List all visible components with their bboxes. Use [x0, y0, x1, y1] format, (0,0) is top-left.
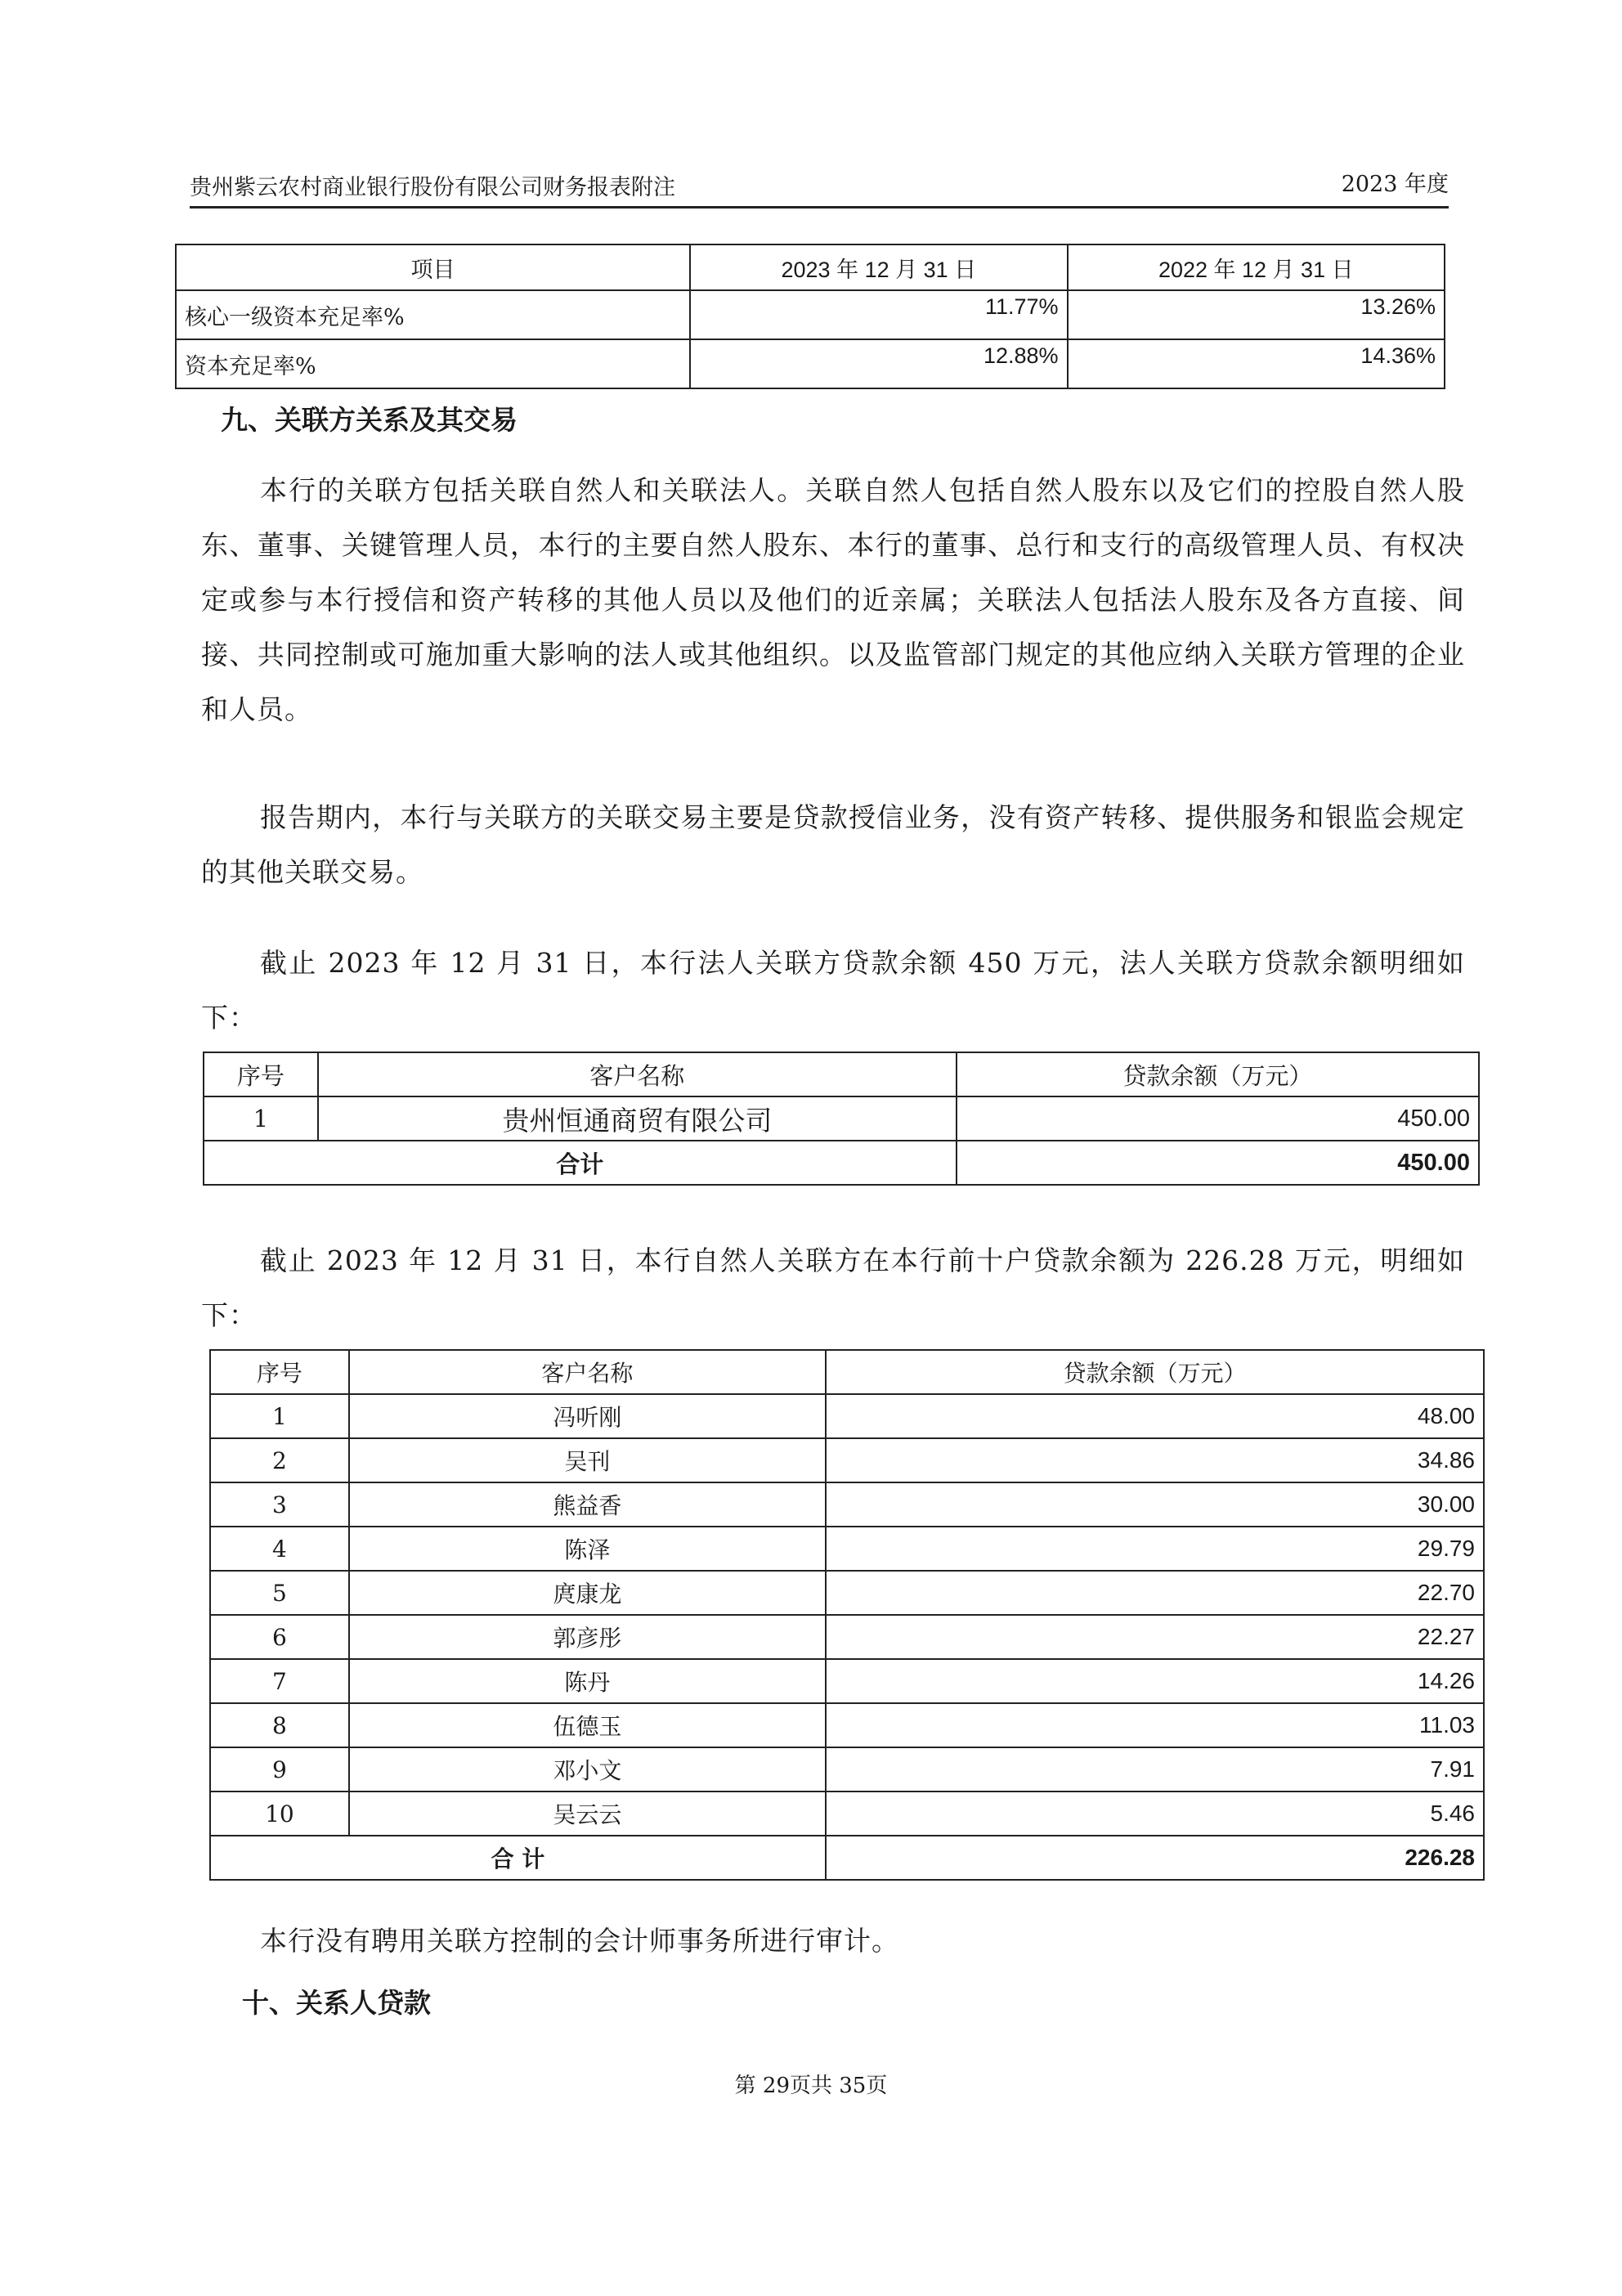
section-title: 九、关联方关系及其交易	[221, 404, 518, 436]
loan-balance: 5.46	[826, 1792, 1484, 1836]
loan-balance: 7.91	[826, 1747, 1484, 1792]
row-index: 2	[210, 1438, 349, 1482]
capital-adequacy-table	[175, 244, 1445, 389]
customer-name: 庹康龙	[349, 1571, 826, 1615]
table-header-row	[204, 1052, 1479, 1096]
paragraph: 截止 2023 年 12 月 31 日，本行法人关联方贷款余额 450 万元，法人关联方贷款余额明细如下：	[201, 947, 1465, 1034]
natural-person-loan-table	[209, 1349, 1485, 1881]
total-value: 226.28	[826, 1836, 1484, 1880]
row-index: 5	[210, 1571, 349, 1615]
page-header	[190, 173, 1449, 209]
table-header-row	[176, 244, 1445, 290]
row-label: 核心一级资本充足率%	[176, 290, 690, 339]
table-row	[210, 1527, 1484, 1571]
customer-name: 陈丹	[349, 1659, 826, 1703]
page-number: 第 29页共 35页	[734, 2074, 888, 2098]
row-index: 3	[210, 1482, 349, 1527]
customer-name: 吴刊	[349, 1438, 826, 1482]
row-index: 9	[210, 1747, 349, 1792]
customer-name: 贵州恒通商贸有限公司	[318, 1096, 957, 1141]
paragraph: 本行没有聘用关联方控制的会计师事务所进行审计。	[260, 1925, 899, 1957]
loan-balance: 14.26	[826, 1659, 1484, 1703]
paragraph: 本行的关联方包括关联自然人和关联法人。关联自然人包括自然人股东以及它们的控股自然人股东、董事、关键管理人员，本行的主要自然人股东、本行的董事、总行和支行的高级管理人员、有权决定或参与本行授信和资产转移的其他人员以及他们的近亲属；关联法人包括法人股东及各方直接、间接、共同控制或可施加重大影响的法人或其他组织。以及监管部门规定的其他应纳入关联方管理的企业和人员。	[201, 474, 1465, 725]
table-row	[204, 1096, 1479, 1141]
table-header-row	[210, 1350, 1484, 1394]
table-row	[210, 1659, 1484, 1703]
paragraph: 报告期内，本行与关联方的关联交易主要是贷款授信业务，没有资产转移、提供服务和银监会规定的其他关联交易。	[201, 801, 1465, 888]
cell-value: 14.36%	[1068, 339, 1445, 388]
loan-balance: 22.27	[826, 1615, 1484, 1659]
customer-name: 吴云云	[349, 1792, 826, 1836]
row-index: 10	[210, 1792, 349, 1836]
loan-balance: 450.00	[957, 1096, 1479, 1141]
table-row	[176, 290, 1445, 339]
loan-balance: 30.00	[826, 1482, 1484, 1527]
paragraph: 截止 2023 年 12 月 31 日，本行自然人关联方在本行前十户贷款余额为 226.28 万元，明细如下：	[201, 1244, 1465, 1331]
customer-name: 冯听刚	[349, 1394, 826, 1438]
row-index: 6	[210, 1615, 349, 1659]
table-row	[176, 339, 1445, 388]
customer-name: 郭彦彤	[349, 1615, 826, 1659]
customer-name: 伍德玉	[349, 1703, 826, 1747]
table-row	[210, 1394, 1484, 1438]
customer-name: 邓小文	[349, 1747, 826, 1792]
total-row	[204, 1141, 1479, 1185]
column-header: 贷款余额（万元）	[957, 1052, 1479, 1096]
total-row	[210, 1836, 1484, 1880]
column-header: 贷款余额（万元）	[826, 1350, 1484, 1394]
loan-balance: 34.86	[826, 1438, 1484, 1482]
row-index: 8	[210, 1703, 349, 1747]
table-row	[210, 1747, 1484, 1792]
loan-balance: 22.70	[826, 1571, 1484, 1615]
column-header: 序号	[210, 1350, 349, 1394]
legal-entity-loan-table	[203, 1052, 1480, 1186]
cell-value: 12.88%	[690, 339, 1067, 388]
table-row	[210, 1571, 1484, 1615]
loan-balance: 11.03	[826, 1703, 1484, 1747]
table-row	[210, 1482, 1484, 1527]
row-index: 4	[210, 1527, 349, 1571]
column-header: 2023 年 12 月 31 日	[690, 244, 1067, 290]
table-row	[210, 1703, 1484, 1747]
cell-value: 13.26%	[1068, 290, 1445, 339]
report-year: 2023 年度	[1341, 172, 1449, 197]
table-row	[210, 1615, 1484, 1659]
cell-value: 11.77%	[690, 290, 1067, 339]
table-row	[210, 1438, 1484, 1482]
total-label: 合 计	[210, 1836, 826, 1880]
loan-balance: 29.79	[826, 1527, 1484, 1571]
column-header: 序号	[204, 1052, 318, 1096]
column-header: 项目	[176, 244, 690, 290]
total-label: 合计	[204, 1141, 957, 1185]
customer-name: 熊益香	[349, 1482, 826, 1527]
column-header: 客户名称	[318, 1052, 957, 1096]
report-title: 贵州紫云农村商业银行股份有限公司财务报表附注	[190, 175, 675, 200]
column-header: 客户名称	[349, 1350, 826, 1394]
row-index: 7	[210, 1659, 349, 1703]
customer-name: 陈泽	[349, 1527, 826, 1571]
row-index: 1	[210, 1394, 349, 1438]
table-row	[210, 1792, 1484, 1836]
loan-balance: 48.00	[826, 1394, 1484, 1438]
row-label: 资本充足率%	[176, 339, 690, 388]
total-value: 450.00	[957, 1141, 1479, 1185]
section-title: 十、关系人贷款	[242, 1987, 431, 2019]
column-header: 2022 年 12 月 31 日	[1068, 244, 1445, 290]
row-index: 1	[204, 1096, 318, 1141]
